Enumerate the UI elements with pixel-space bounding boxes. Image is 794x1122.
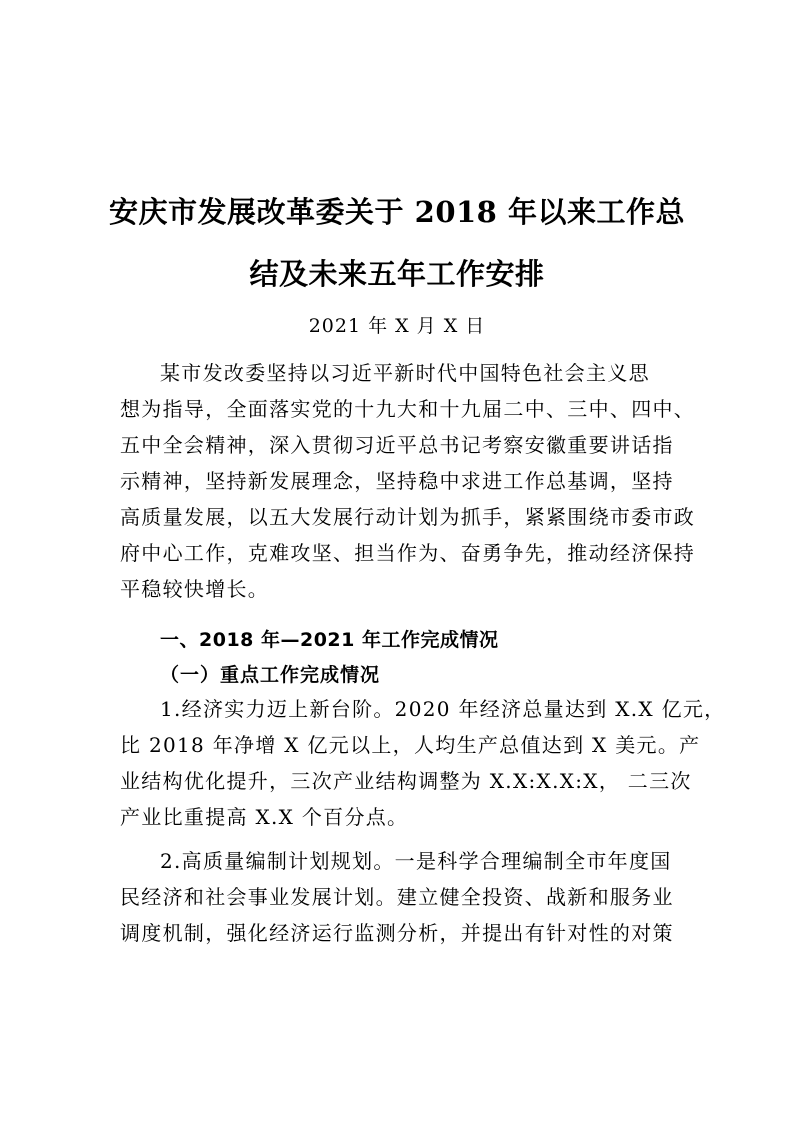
item-1-line: 比 2018 年净增 X 亿元以上，人均生产总值达到 X 美元。产 [120,733,701,757]
section-heading: 一、2018 年—2021 年工作完成情况 [160,629,499,651]
intro-paragraph-line: 五中全会精神，深入贯彻习近平总书记考察安徽重要讲话指 [120,433,674,457]
document-date: 2021 年 X 月 X 日 [308,315,486,337]
item-1-line: 1.经济实力迈上新台阶。2020 年经济总量达到 X.X 亿元， [160,697,726,721]
intro-paragraph-line: 高质量发展，以五大发展行动计划为抓手，紧紧围绕市委市政 [120,505,696,529]
item-2-line: 民经济和社会事业发展计划。建立健全投资、战新和服务业 [120,885,674,909]
intro-paragraph-line: 府中心工作，克难攻坚、担当作为、奋勇争先，推动经济保持 [120,541,696,565]
intro-paragraph-line: 想为指导，全面落实党的十九大和十九届二中、三中、四中、 [120,397,696,421]
item-2-line: 调度机制，强化经济运行监测分析，并提出有针对性的对策 [120,921,674,945]
intro-paragraph-line: 平稳较快增长。 [120,577,270,601]
item-2-line: 2.高质量编制计划规划。一是科学合理编制全市年度国 [160,849,672,873]
document-title-line-1: 安庆市发展改革委关于 2018 年以来工作总 [109,195,685,229]
intro-paragraph-line: 示精神，坚持新发展理念，坚持稳中求进工作总基调，坚持 [120,469,674,493]
subsection-heading: （一）重点工作完成情况 [160,664,381,686]
item-1-line: 业结构优化提升，三次产业结构调整为 X.X:X.X:X， 二三次 [120,769,692,793]
intro-paragraph-line: 某市发改委坚持以习近平新时代中国特色社会主义思 [160,361,650,385]
document-title-line-2: 结及未来五年工作安排 [249,257,545,291]
item-1-line: 产业比重提高 X.X 个百分点。 [120,805,409,829]
